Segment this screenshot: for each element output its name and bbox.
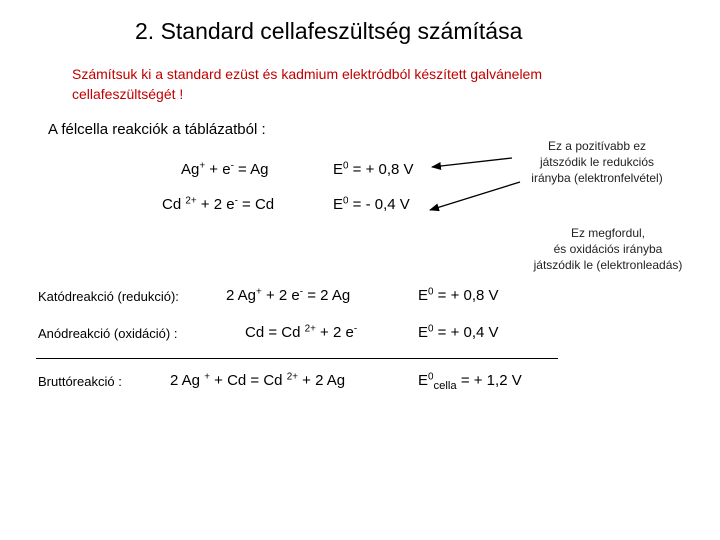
cathode-label: Katódreakció (redukció): [38, 289, 179, 304]
anode-reaction: Cd = Cd $^{2+}$ + 2 e- [245, 323, 358, 341]
page-title: 2. Standard cellafeszültség számítása [135, 18, 523, 44]
subtitle: A félcella reakciók a táblázatból : [48, 121, 266, 138]
cell-potential: $E^0_{cella}$ = + 1,2 V [418, 371, 522, 392]
half-reaction-cadmium: Cd $^{2+}$ + 2 e- = Cd [162, 195, 275, 213]
anode-potential: $E^0$ = + 0,4 V [418, 323, 499, 341]
task-line-1: Számítsuk ki a standard ezüst és kadmium elektródból készített galvánelem [72, 66, 542, 82]
cathode-reaction: 2 Ag+ + 2 e- = 2 Ag [226, 286, 351, 304]
half-reaction-silver-potential: $E^0$ = + 0,8 V [333, 160, 414, 178]
arrow-to-silver-potential [432, 158, 512, 167]
total-label: Bruttóreakció : [38, 374, 122, 389]
arrow-to-cadmium-potential [430, 182, 520, 210]
anode-label: Anódreakció (oxidáció) : [38, 326, 178, 341]
task-line-2: cellafeszültségét ! [72, 86, 184, 102]
half-reaction-cadmium-potential: $E^0$ = - 0,4 V [333, 195, 410, 213]
sum-divider-line [36, 358, 558, 359]
note-reversed: Ez megfordul, és oxidációs irányba játszódik le (elektronleadás) [533, 226, 683, 272]
half-reaction-silver: Ag+ + e- = Ag [181, 160, 269, 178]
cathode-potential: $E^0$ = + 0,8 V [418, 286, 499, 304]
total-reaction: 2 Ag + + Cd = Cd $^{2+}$ + 2 Ag [170, 371, 346, 389]
note-positive: Ez a pozitívabb ez játszódik le redukciós irányba (elektronfelvétel) [531, 139, 663, 185]
